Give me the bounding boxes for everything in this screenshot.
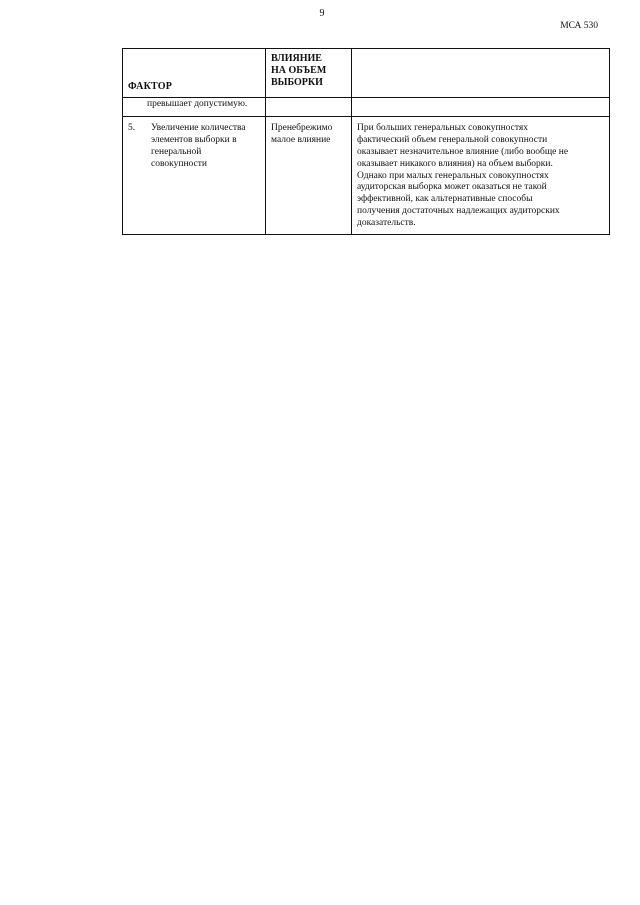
- continuation-description-cell: [352, 98, 610, 117]
- impact-cell: Пренебрежимо малое влияние: [266, 117, 352, 235]
- document-code: МСА 530: [560, 21, 598, 31]
- table-header-row: [123, 49, 610, 98]
- header-impact-cell: ВЛИЯНИЕ НА ОБЪЕМ ВЫБОРКИ: [266, 49, 352, 98]
- header-description-cell: [352, 49, 610, 98]
- header-factor-cell: [123, 49, 266, 98]
- factor-cell: [123, 117, 266, 235]
- factor-text: Увеличение количества элементов выборки в генеральной совокупности: [151, 123, 246, 169]
- page-number: 9: [319, 8, 325, 19]
- row-number: 5.: [128, 123, 136, 133]
- header-factor-label: ФАКТОР: [128, 80, 173, 92]
- continuation-impact-cell: [266, 98, 352, 117]
- continuation-factor-cell: превышает допустимую.: [123, 98, 266, 117]
- factor-table: [122, 48, 610, 235]
- table-row-continuation: [123, 98, 610, 117]
- description-cell: При больших генеральных совокупностях фактический объем генеральной совокупности оказывает незначительное влияние (либо вообще не оказывает никакого влияния) на объем выборки. Однако при малых генеральных совокупностях аудиторская выборка может оказаться не такой эффективной, как альтернативные способы получения достаточных надлежащих аудиторских доказательств.: [352, 117, 610, 235]
- table-row: [123, 117, 610, 235]
